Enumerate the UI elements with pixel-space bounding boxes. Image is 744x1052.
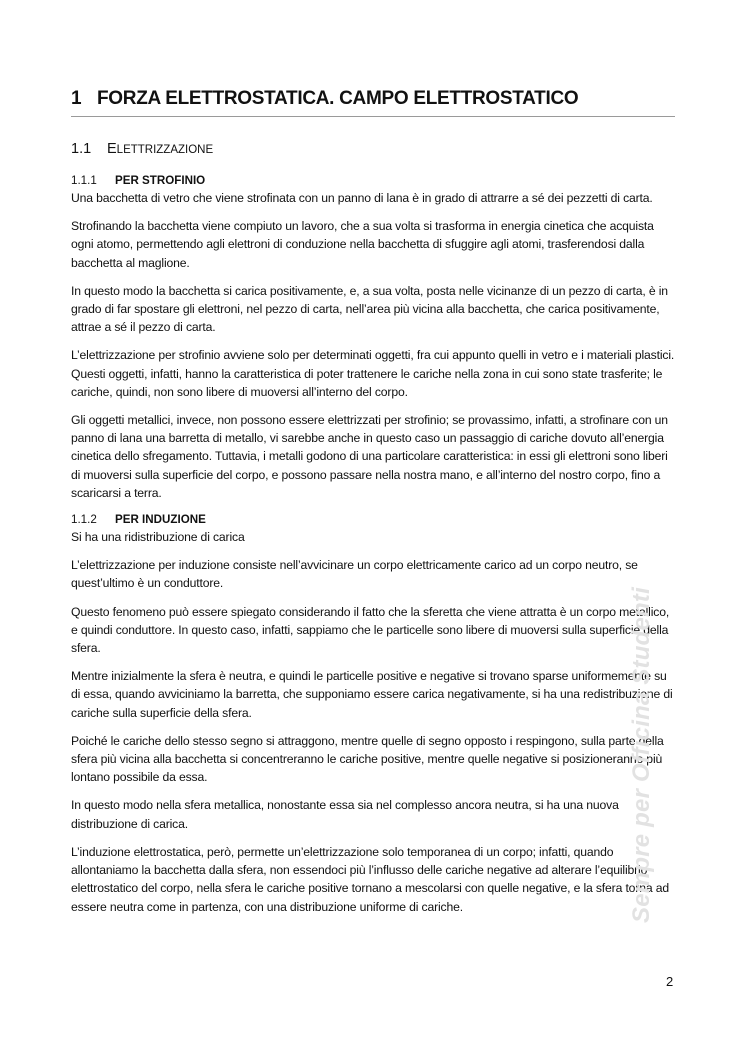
paragraph: Si ha una ridistribuzione di carica xyxy=(71,530,245,545)
paragraph: In questo modo la bacchetta si carica positivamente, e, a sua volta, posta nelle vicinanze di un pezzo di carta, è in grado di far spostare gli elettroni, nel pezzo di carta, nell’area più vicina alla bacchetta, che carica positivamente, attrae a sé il pezzo di carta. xyxy=(71,283,668,335)
document-page xyxy=(71,88,675,926)
chapter-heading xyxy=(71,88,675,117)
page-number: 2 xyxy=(666,974,674,989)
section-number: 1.1 xyxy=(71,141,92,157)
paragraph: Strofinando la bacchetta viene compiuto un lavoro, che a sua volta si trasforma in energia cinetica che acquista ogni atomo, permettendo agli elettroni di conduzione nella bacchetta di sfuggire agli atomi, trasferendosi dalla bacchetta al maglione. xyxy=(71,219,654,270)
section-title-initial: E xyxy=(107,141,117,157)
chapter-number: 1 xyxy=(71,88,82,109)
subsection-heading-strofinio xyxy=(71,173,675,189)
paragraph: Mentre inizialmente la sfera è neutra, e quindi le particelle positive e negative si trovano sparse uniformemente su di essa, quando avviciniamo la barretta, che supponiamo essere carica negativamente, si ha una redistribuzione di cariche sulla superficie della sfera. xyxy=(71,669,673,720)
subsection-title: PER INDUZIONE xyxy=(115,513,206,527)
paragraph: In questo modo nella sfera metallica, nonostante essa sia nel complesso ancora neutra, si ha una nuova distribuzione di carica. xyxy=(71,798,619,831)
paragraph: Gli oggetti metallici, invece, non possono essere elettrizzati per strofinio; se provassimo, infatti, a strofinare con un panno di lana una barretta di metallo, vi sarebbe anche in questo caso un passaggio di cariche dovuto all’energia cinetica dello sfregamento. Tuttavia, i metalli godono di una particolare caratteristica: in essi gli elettroni sono liberi di muoversi sulla superficie del corpo, e possono passare nella nostra mano, e all’interno del nostro corpo, fino a scaricarsi a terra. xyxy=(71,413,668,500)
subsection-title: PER STROFINIO xyxy=(115,174,206,187)
paragraph: L’elettrizzazione per induzione consiste nell’avvicinare un corpo elettricamente carico ad un corpo neutro, se quest’ultimo è un conduttore. xyxy=(71,558,638,591)
section-heading xyxy=(71,141,675,157)
chapter-title: FORZA ELETTROSTATICA. CAMPO ELETTROSTATICO xyxy=(97,88,579,109)
paragraph: Una bacchetta di vetro che viene strofinata con un panno di lana è in grado di attrarre a sé dei pezzetti di carta. xyxy=(71,191,653,205)
paragraph: Questo fenomeno può essere spiegato considerando il fatto che la sferetta che viene attratta è un corpo metallico, e quindi conduttore. In questo caso, infatti, sappiamo che le particelle sono libere di muoversi sulla superficie della sfera. xyxy=(71,604,670,656)
paragraph: L’elettrizzazione per strofinio avviene solo per determinati oggetti, fra cui appunto quelli in vetro e i materiali plastici. Questi oggetti, infatti, hanno la caratteristica di poter trattenere le cariche nella zona in cui sono state trasferite; le cariche, quindi, non sono libere di muoversi all’interno del corpo. xyxy=(71,348,675,399)
subsection-heading-induzione xyxy=(71,512,675,528)
subsection-number: 1.1.1 xyxy=(71,174,97,187)
paragraph: L’induzione elettrostatica, però, permette un’elettrizzazione solo temporanea di un corpo; infatti, quando allontaniamo la bacchetta dalla sfera, non essendoci più l’influsso delle cariche negative ad alterare l’equilibrio elettrostatico del corpo, nella sfera le cariche positive tornano a mescolarsi con quelle negative, e la sfera torna ad essere neutra come in partenza, con una distribuzione uniforme di cariche. xyxy=(71,844,669,914)
paragraph: Poiché le cariche dello stesso segno si attraggono, mentre quelle di segno opposto i respingono, sulla parte della sfera più vicina alla bacchetta si concentreranno le cariche positive, mentre quelle negative si posizioneranno più lontano possibile da essa. xyxy=(71,733,664,785)
watermark-text: Sempre per Officina Studenti xyxy=(628,587,655,923)
subsection-number: 1.1.2 xyxy=(71,513,97,527)
section-title-rest: LETTRIZZAZIONE xyxy=(116,144,214,156)
